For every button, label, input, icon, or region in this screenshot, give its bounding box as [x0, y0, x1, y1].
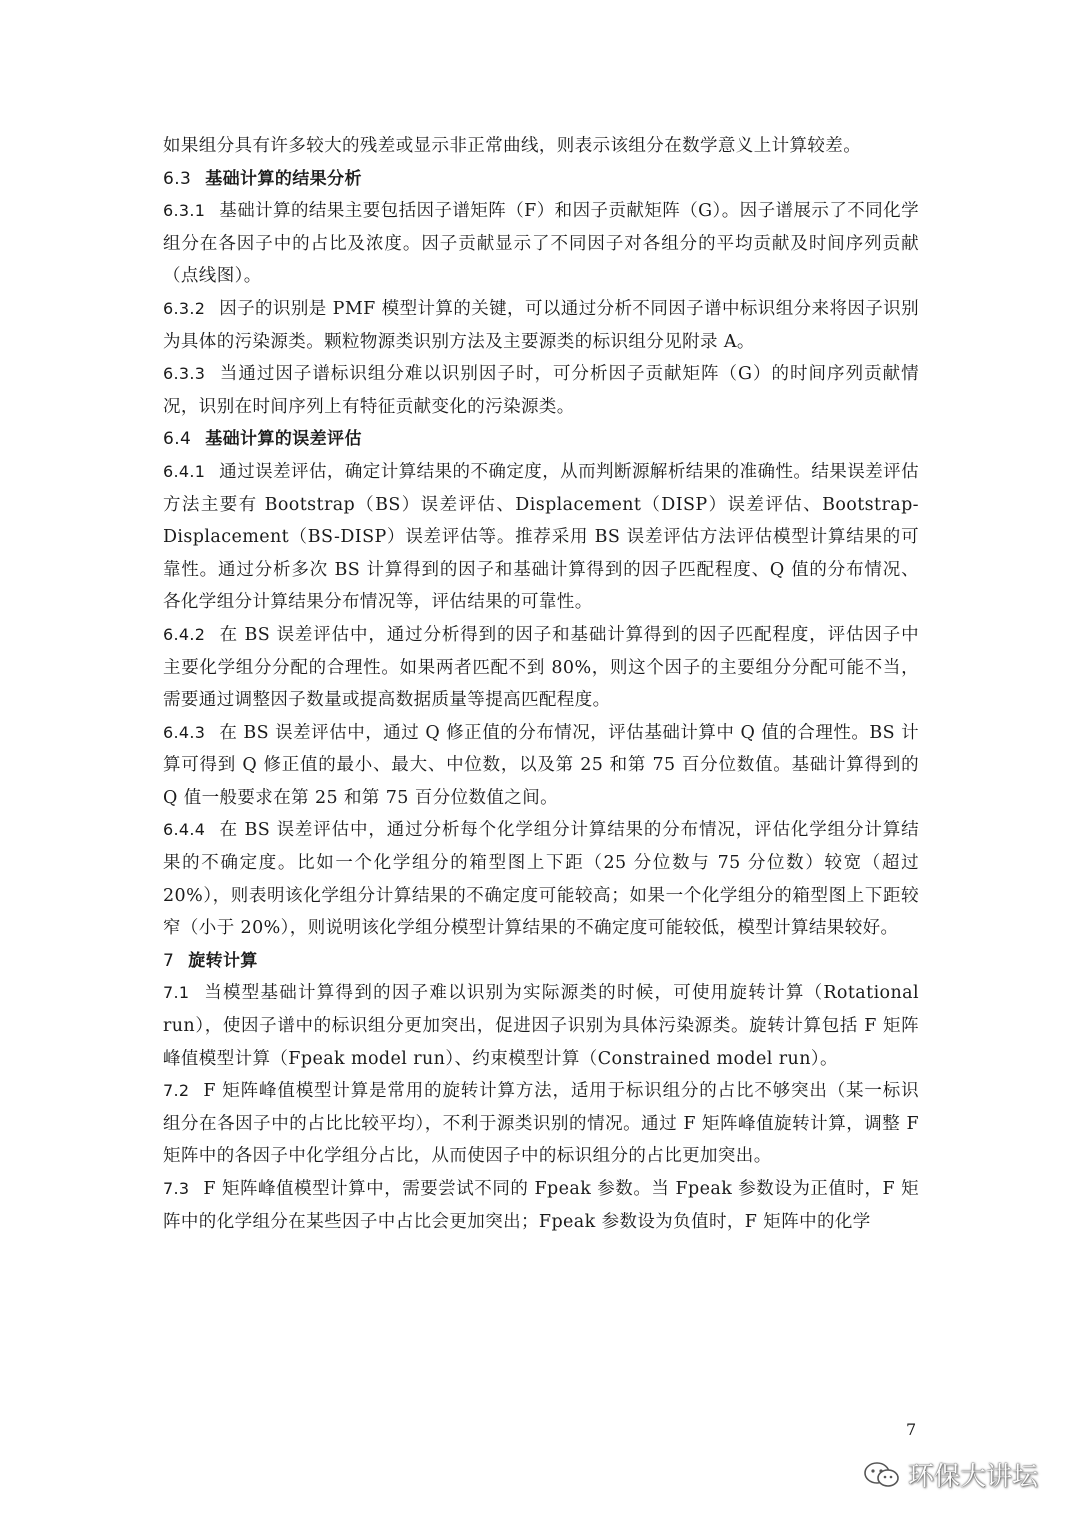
clause-7-3	[163, 1173, 919, 1238]
clause-text: 当模型基础计算得到的因子难以识别为实际源类的时候，可使用旋转计算（Rotational run），使因子谱中的标识组分更加突出，促进因子识别为具体污染源类。旋转计算包括 F 矩阵峰值模型计算（Fpeak model run）、约束模型计算（Constrained model run）。	[163, 983, 919, 1069]
section-number: 6.3	[163, 168, 192, 189]
clause-number: 6.4.3	[163, 722, 206, 742]
section-title: 基础计算的误差评估	[205, 429, 362, 450]
section-heading-6-3	[163, 163, 919, 196]
clause-number: 6.3.2	[163, 298, 206, 318]
clause-number: 7.1	[163, 983, 190, 1003]
clause-text: 基础计算的结果主要包括因子谱矩阵（F）和因子贡献矩阵（G）。因子谱展示了不同化学组分在各因子中的占比及浓度。因子贡献显示了不同因子对各组分的平均贡献及时间序列贡献（点线图）。	[163, 201, 919, 287]
clause-6-4-4	[163, 814, 919, 944]
section-title: 旋转计算	[188, 950, 258, 971]
page-number: 7	[906, 1420, 917, 1439]
clause-text: 在 BS 误差评估中，通过 Q 修正值的分布情况，评估基础计算中 Q 值的合理性。BS 计算可得到 Q 修正值的最小、最大、中位数，以及第 25 和第 75 百分位数值。基础计算得到的 Q 值一般要求在第 25 和第 75 百分位数值之间。	[163, 722, 919, 808]
clause-number: 6.4.4	[163, 820, 206, 840]
clause-text: 在 BS 误差评估中，通过分析每个化学组分计算结果的分布情况，评估化学组分计算结果的不确定度。比如一个化学组分的箱型图上下距（25 分位数与 75 分位数）较宽（超过 20%），则表明该化学组分计算结果的不确定度可能较高；如果一个化学组分的箱型图上下距较窄（小于 20%），则说明该化学组分模型计算结果的不确定度可能较低，模型计算结果较好。	[163, 820, 919, 939]
clause-number: 7.3	[163, 1179, 190, 1198]
clause-number: 6.4.2	[163, 624, 206, 644]
intro-paragraph: 如果组分具有许多较大的残差或显示非正常曲线，则表示该组分在数学意义上计算较差。	[163, 136, 862, 156]
clause-6-4-3	[163, 717, 919, 815]
wechat-icon	[862, 1460, 902, 1490]
clause-6-3-2	[163, 293, 919, 358]
clause-7-2	[163, 1075, 919, 1173]
clause-6-3-3	[163, 358, 919, 423]
clause-number: 6.3.3	[163, 364, 206, 384]
clause-6-4-1	[163, 456, 919, 619]
clause-number: 6.3.1	[163, 201, 206, 221]
section-number: 7	[163, 950, 175, 971]
section-heading-7	[163, 945, 919, 978]
document-page	[163, 130, 919, 1238]
watermark-text: 环保大讲坛	[908, 1462, 1039, 1492]
clause-text: F 矩阵峰值模型计算是常用的旋转计算方法，适用于标识组分的占比不够突出（某一标识组分在各因子中的占比比较平均），不利于源类识别的情况。通过 F 矩阵峰值旋转计算，调整 F 矩阵中的各因子中化学组分占比，从而使因子中的标识组分的占比更加突出。	[163, 1081, 919, 1167]
clause-text: 当通过因子谱标识组分难以识别因子时，可分析因子贡献矩阵（G）的时间序列贡献情况，识别在时间序列上有特征贡献变化的污染源类。	[163, 364, 919, 417]
section-heading-6-4	[163, 423, 919, 456]
clause-text: F 矩阵峰值模型计算中，需要尝试不同的 Fpeak 参数。当 Fpeak 参数设为正值时，F 矩阵中的化学组分在某些因子中占比会更加突出；Fpeak 参数设为负值时，F 矩阵中的化学	[163, 1179, 919, 1232]
clause-text: 在 BS 误差评估中，通过分析得到的因子和基础计算得到的因子匹配程度，评估因子中主要化学组分分配的合理性。如果两者匹配不到 80%，则这个因子的主要组分分配可能不当，需要通过调整因子数量或提高数据质量等提高匹配程度。	[163, 624, 919, 711]
watermark	[862, 1456, 1038, 1493]
clause-number: 6.4.1	[163, 461, 206, 481]
section-number: 6.4	[163, 429, 192, 450]
clause-7-1	[163, 977, 919, 1075]
clause-text: 通过误差评估，确定计算结果的不确定度，从而判断源解析结果的准确性。结果误差评估方法主要有 Bootstrap（BS）误差评估、Displacement（DISP）误差评估、Bootstrap-Displacement（BS-DISP）误差评估等。推荐采用 BS 误差评估方法评估模型计算结果的可靠性。通过分析多次 BS 计算得到的因子和基础计算得到的因子匹配程度、Q 值的分布情况、各化学组分计算结果分布情况等，评估结果的可靠性。	[163, 461, 919, 613]
clause-6-3-1	[163, 195, 919, 293]
clause-number: 7.2	[163, 1081, 190, 1101]
clause-6-4-2	[163, 619, 919, 717]
clause-text: 因子的识别是 PMF 模型计算的关键，可以通过分析不同因子谱中标识组分来将因子识别为具体的污染源类。颗粒物源类识别方法及主要源类的标识组分见附录 A。	[163, 298, 919, 352]
section-title: 基础计算的结果分析	[205, 168, 362, 189]
